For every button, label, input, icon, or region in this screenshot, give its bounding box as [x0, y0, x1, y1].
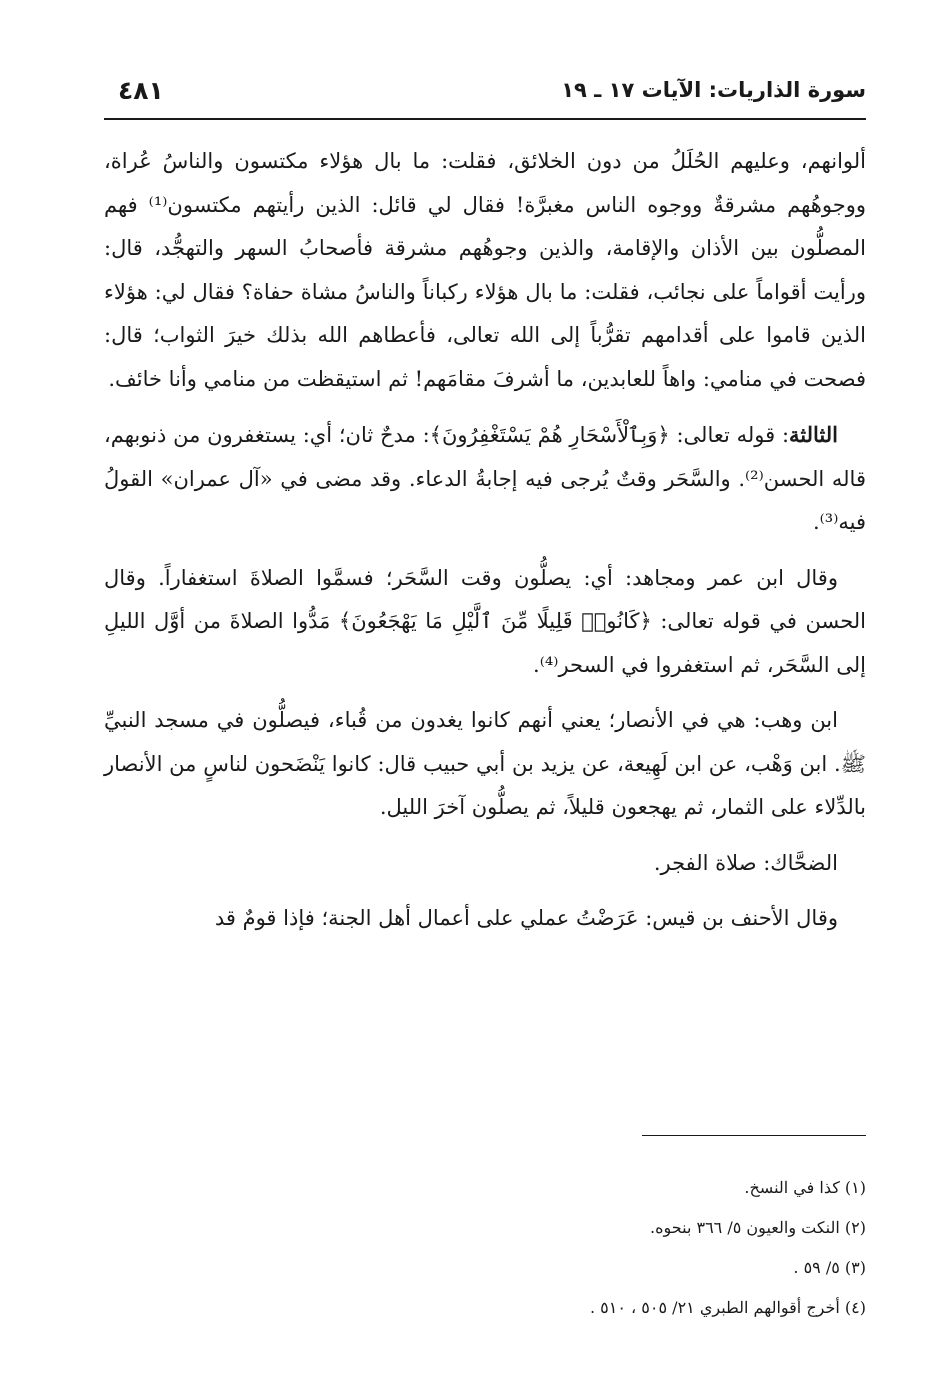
footnote-divider	[642, 1135, 866, 1136]
footnote-1: (١) كذا في النسخ.	[744, 1178, 866, 1197]
footnotes	[104, 1168, 866, 1328]
footnote-4: (٤) أخرج أقوالهم الطبري ٢١/ ٥٠٥ ، ٥١٠ .	[590, 1298, 866, 1317]
running-title: سورة الذاريات: الآيات ١٧ ـ ١٩	[561, 78, 866, 102]
footnote-3: (٣) ٥/ ٥٩ .	[793, 1258, 866, 1277]
main-text	[104, 140, 866, 941]
paragraph-4: ابن وهب: هي في الأنصار؛ يعني أنهم كانوا يغدون من قُباء، فيصلُّون في مسجد النبيِّ ﷺ. ابن وَهْب، عن ابن لَهِيعة، عن يزيد بن أبي حبيب قال: كانوا يَنْضَحون لناسٍ من الأنصار بالدِّلاء على الثمار، ثم يهجعون قليلاً، ثم يصلُّون آخرَ الليل.	[104, 708, 866, 819]
paragraph-6: وقال الأحنف بن قيس: عَرَضْتُ عملي على أعمال أهل الجنة؛ فإذا قومٌ قد	[214, 906, 838, 930]
footnote-2: (٢) النكت والعيون ٥/ ٣٦٦ بنحوه.	[650, 1218, 866, 1237]
paragraph-5: الضحَّاك: صلاة الفجر.	[653, 850, 838, 875]
section-label: الثالثة	[789, 422, 838, 447]
page-number: ٤٨١	[118, 76, 164, 105]
paragraph-2	[104, 413, 866, 545]
page-header	[104, 74, 866, 120]
paragraph-2-text: : قوله تعالى: ﴿وَبِٱلْأَسْحَارِ هُمْ يَسْتَغْفِرُونَ﴾: مدحٌ ثان؛ أي: يستغفرون من ذنوبهم، قاله الحسن⁽²⁾. والسَّحَر وقتٌ يُرجى فيه إجابةُ الدعاء. وقد مضى في «آل عمران» القولُ فيه⁽³⁾.	[104, 423, 866, 534]
paragraph-1: ألوانهم، وعليهم الحُلَلُ من دون الخلائق، فقلت: ما بال هؤلاء مكتسون والناسُ عُراة، ووجوهُهم مشرقةٌ ووجوه الناس مغبرَّة! فقال لي قائل: الذين رأيتهم مكتسون⁽¹⁾ فهم المصلُّون بين الأذان والإقامة، والذين وجوهُهم مشرقة فأصحابُ السهر والتهجُّد، قال: ورأيت أقواماً على نجائب، فقلت: ما بال هؤلاء ركباناً والناسُ مشاة حفاة؟ فقال لي: هؤلاء الذين قاموا على أقدامهم تقرُّباً إلى الله تعالى، فأعطاهم الله بذلك خيرَ الثواب؛ قال: فصحت في منامي: واهاً للعابدين، ما أشرفَ مقامَهم! ثم استيقظت من منامي وأنا خائف.	[104, 149, 866, 391]
paragraph-3: وقال ابن عمر ومجاهد: أي: يصلُّون وقت السَّحَر؛ فسمَّوا الصلاةَ استغفاراً. وقال الحسن في قوله تعالى: ﴿كَانُوا۟ قَلِيلًا مِّنَ ٱلَّيْلِ مَا يَهْجَعُونَ﴾ مَدُّوا الصلاةَ من أوَّل الليلِ إلى السَّحَر، ثم استغفروا في السحر⁽⁴⁾.	[104, 565, 866, 677]
